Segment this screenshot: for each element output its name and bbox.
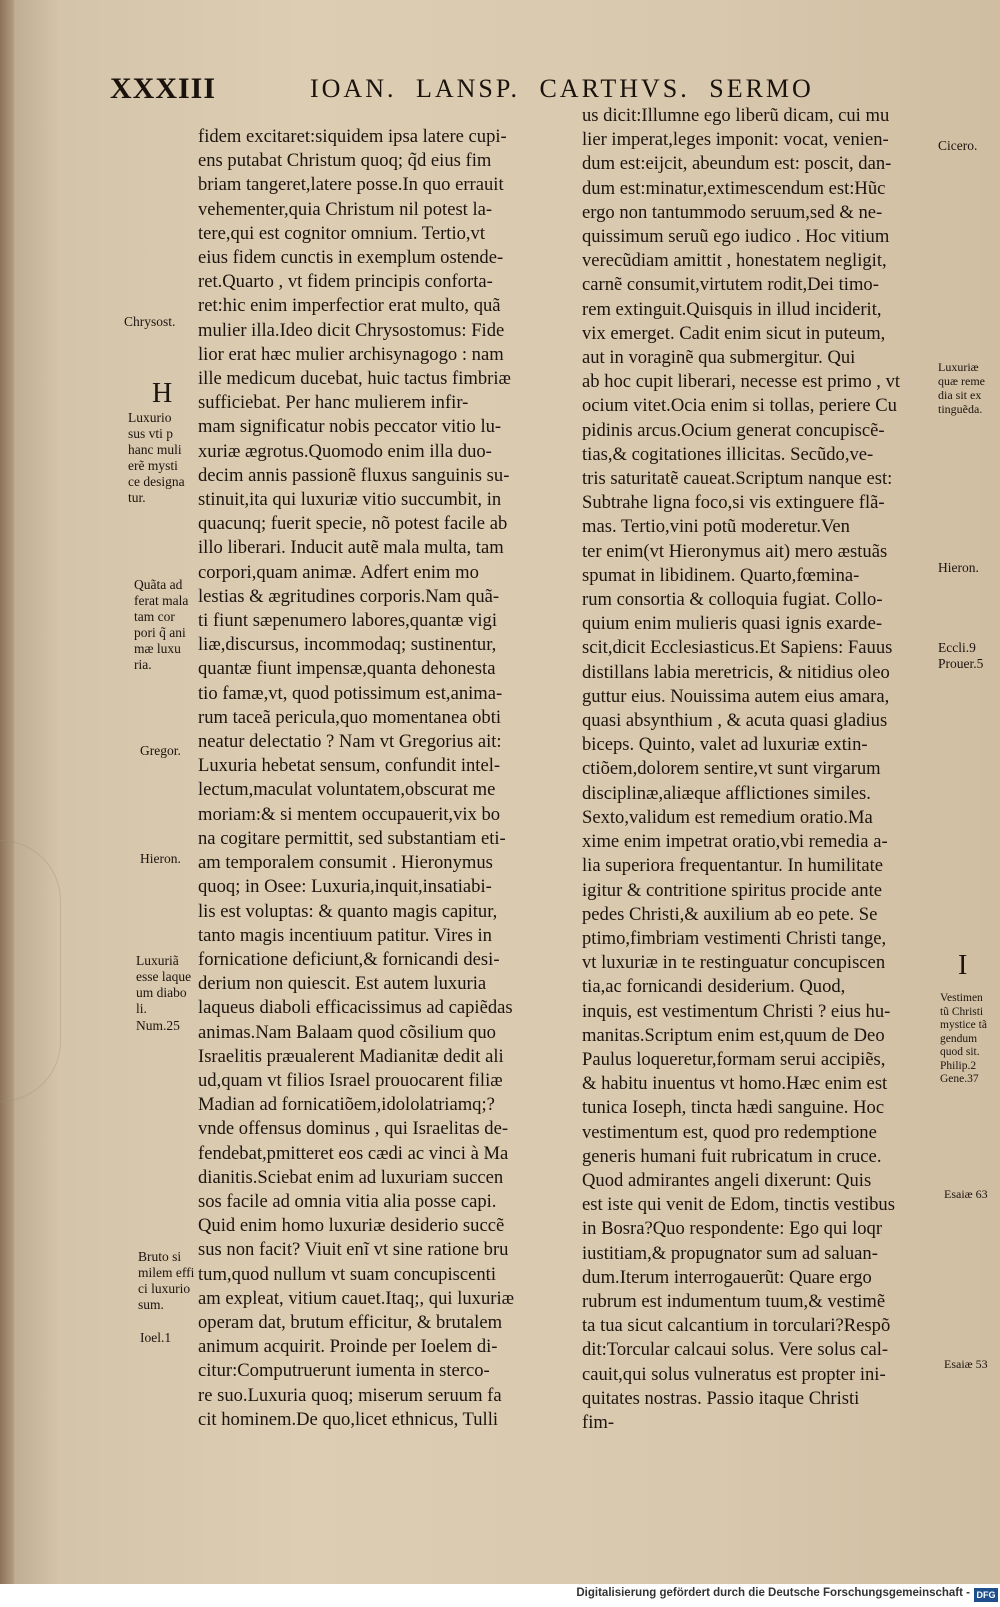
text-line: Subtrahe ligna foco,si vis extinguere flã- — [582, 492, 885, 514]
margin-line: erẽ mysti — [128, 458, 178, 473]
text-line: rum consortia & colloquia fugiat. Collo- — [582, 589, 883, 611]
left-text-column — [198, 125, 550, 1432]
text-line: re suo.Luxuria quoq; miserum seruum fa — [198, 1384, 502, 1406]
text-line: sufficiebat. Per hanc mulierem infir- — [198, 392, 469, 414]
page-binding-shadow — [0, 0, 14, 1607]
text-line: igitur & contritione spiritus procide ante — [582, 879, 883, 901]
margin-note-gregor: Gregor. — [140, 743, 181, 758]
margin-line: Vestimen — [940, 992, 983, 1004]
drop-letter-i: I — [958, 950, 968, 981]
margin-line: mæ luxu — [134, 641, 181, 656]
text-line: liæ,discursus, incommodaq; sustinentur, — [198, 634, 497, 656]
text-line: inquis, est vestimentum Christi ? eius hu- — [582, 1000, 891, 1022]
text-line: ud,quam vt filios Israel prouocarent filiæ — [198, 1069, 503, 1091]
text-line: distillans labia meretricis, & nitidius oleo — [582, 661, 890, 683]
text-line: ocium vitet.Ocia enim si tollas, periere Cu — [582, 395, 897, 417]
text-line: vt luxuriæ in te restinguatur concupiscen — [582, 952, 886, 974]
text-line: moriam:& si mentem occupauerit,vix bo — [198, 803, 501, 825]
text-line: briam tangeret,latere posse.In quo errauit — [198, 174, 504, 196]
margin-line: li. — [136, 1001, 147, 1016]
text-line: Quid enim homo luxuriæ desiderio succẽ — [198, 1215, 505, 1237]
text-line: Quod admirantes angeli dixerunt: Quis — [582, 1169, 872, 1191]
text-line: ergo non tantummodo seruum,sed & ne- — [582, 201, 883, 223]
margin-line: ci luxurio — [138, 1281, 191, 1296]
text-line: generis humani fuit rubricatum in cruce. — [582, 1145, 882, 1167]
margin-note-hieron: Hieron. — [140, 851, 181, 866]
margin-line: esse laque — [136, 969, 192, 984]
running-title: IOAN. LANSP. CARTHVS. SERMO — [310, 74, 814, 103]
margin-line: quod sit. — [940, 1046, 980, 1058]
text-line: mulier illa.Ideo dicit Chrysostomus: Fide — [198, 319, 505, 341]
text-line: cit hominem.De quo,licet ethnicus, Tulli — [198, 1408, 499, 1430]
text-line: Israelitis præualerent Madianitæ dedit ali — [198, 1045, 504, 1067]
text-line: manitas.Scriptum enim est,quum de Deo — [582, 1024, 885, 1046]
text-line: tunica Ioseph, tincta hædi sanguine. Hoc — [582, 1097, 885, 1119]
text-line: pedes Christi,& auxilium ab eo pete. Se — [582, 903, 878, 925]
text-line: tia,ac fornicandi desiderium. Quod, — [582, 976, 846, 998]
text-line: xime enim impetrat oratio,vbi remedia a- — [582, 831, 888, 853]
text-line: ret:hic enim imperfectior erat multo, quã — [198, 295, 501, 317]
margin-line: Luxuriæ — [938, 360, 979, 374]
text-line: eius fidem cunctis in exemplum ostende- — [198, 247, 504, 269]
margin-line: tur. — [128, 490, 146, 505]
text-line: disciplinæ,aliæque afflictiones similes. — [582, 782, 871, 804]
margin-note-hieron-right: Hieron. — [938, 560, 979, 575]
margin-line: um diabo — [136, 985, 187, 1000]
text-line: tris saturitatẽ caueat.Scriptum nanque est: — [582, 468, 893, 490]
text-line: tum,quod nullum vt suam concupiscenti — [198, 1263, 496, 1285]
text-line: lis est voluptas: & quanto magis capitur, — [198, 900, 498, 922]
margin-line: Philip.2 — [940, 1059, 977, 1072]
text-line: dit:Torcular calcaui solus. Vere solus cal- — [582, 1339, 889, 1361]
text-line: Sexto,validum est remedium oratio.Ma — [582, 806, 873, 828]
text-line: mas. Tertio,vini potũ moderetur.Ven — [582, 516, 850, 538]
text-line: quissimum seruũ ego iudico . Hoc vitium — [582, 226, 890, 248]
margin-line: Quãta ad — [134, 577, 183, 592]
text-line: citur:Computruerunt iumenta in sterco- — [198, 1360, 490, 1382]
text-line: dum.Iterum interrogauerũt: Quare ergo — [582, 1266, 872, 1288]
text-line: lior erat hæc mulier archisynagogo : nam — [198, 343, 504, 365]
text-line: rubrum est indumentum tuum,& vestimẽ — [582, 1290, 886, 1312]
text-line: fendebat,pmitteret eos cædi ac vinci à Ma — [198, 1142, 509, 1164]
text-line: est iste qui venit de Edom, tinctis vestibus — [582, 1194, 895, 1216]
margin-note-quanta — [134, 577, 188, 673]
margin-line: ria. — [134, 657, 152, 672]
text-line: tio famæ,vt, quod potissimum est,anima- — [198, 682, 503, 704]
text-line: vnde offensus dominus , qui Israelitas de- — [198, 1118, 509, 1140]
margin-line: pori q̃ ani — [134, 625, 186, 640]
text-line: Madian ad fornicatiõem,idololatriamq;? — [198, 1094, 495, 1116]
margin-note-bruto — [138, 1249, 194, 1313]
text-line: Paulus loqueretur,formam serui accipiẽs, — [582, 1048, 886, 1070]
text-line: lectum,maculat voluntatem,obscurat me — [198, 779, 496, 801]
text-line: dianitis.Sciebat enim ad luxuriam succen — [198, 1166, 504, 1188]
text-line: ta tua sicut calcantium in torculari?Respõ — [582, 1315, 891, 1337]
margin-line: tũ Christi — [940, 1005, 984, 1018]
text-line: fornicatione deficiunt,& fornicandi desi- — [198, 948, 500, 970]
text-line: xuriæ ægrotus.Quomodo enim illa duo- — [198, 440, 492, 462]
margin-line: quæ reme — [938, 374, 985, 388]
drop-letter-h: H — [152, 378, 173, 409]
text-line: ens putabat Christum quoq; q̃d eius fim — [198, 150, 492, 172]
margin-line: gendum — [940, 1032, 978, 1045]
text-line: vehementer,quia Christum nil potest la- — [198, 198, 493, 220]
text-line: stinuit,ita qui luxuriæ vitio succumbit, in — [198, 489, 502, 511]
text-line: ter enim(vt Hieronymus ait) mero æstuãs — [582, 540, 888, 562]
text-line: aut in voraginẽ qua submergitur. Qui — [582, 347, 856, 369]
text-line: rum taceã pericula,quo momentanea obti — [198, 706, 502, 728]
margin-note-eccli — [938, 640, 983, 672]
right-text-column — [582, 104, 934, 1435]
footer-credit: Digitalisierung gefördert durch die Deutsche Forschungsgemeinschaft - — [576, 1587, 970, 1599]
text-line: rem extinguit.Quisquis in illud inciderit, — [582, 298, 882, 320]
text-line: biceps. Quinto, valet ad luxuriæ extin- — [582, 734, 868, 756]
text-line: dum est:minatur,extimescendum est:Hũc — [582, 177, 886, 199]
folio-number: XXXIII — [110, 72, 217, 105]
margin-line: mystice tã — [940, 1019, 987, 1031]
margin-note-esaiae-63: Esaiæ 63 — [944, 1187, 988, 1201]
text-line: quacunq; fuerit specie, nõ potest facile ab — [198, 513, 508, 535]
text-line: ptimo,fimbriam vestimenti Christi tange, — [582, 927, 887, 949]
text-line: carnẽ consumit,virtutem rodit,Dei timo- — [582, 274, 879, 296]
text-line: ti fiunt sæpenumero labores,quantæ vigi — [198, 610, 498, 632]
text-line: quasi absynthium , & acuta quasi gladius — [582, 710, 888, 732]
margin-line: Eccli.9 — [938, 640, 976, 655]
text-line: corpori,quam animæ. Adfert enim mo — [198, 561, 479, 583]
margin-line: ce designa — [128, 474, 185, 489]
margin-line: dia sit ex — [938, 388, 982, 402]
text-line: verecũdiam amittit , honestatem negligit, — [582, 250, 887, 272]
margin-line: Luxurio — [128, 410, 172, 425]
margin-line: Luxuriã — [136, 953, 179, 968]
text-line: lestias & ægritudines corporis.Nam quã- — [198, 585, 500, 607]
text-line: iustitiam,& propugnator sum ad saluan- — [582, 1242, 878, 1264]
margin-line: sus vti p — [128, 426, 174, 441]
text-line: lier imperat,leges imponit: vocat, venien- — [582, 129, 889, 151]
text-line: tias,& cogitationes illicitas. Secũdo,ve- — [582, 443, 874, 465]
text-line: quitates nostras. Passio itaque Christi — [582, 1387, 860, 1409]
text-line: quoq; in Osee: Luxuria,inquit,insatiabi- — [198, 876, 492, 898]
margin-note-vestimentum — [940, 992, 987, 1087]
text-line: mam significatur nobis peccator vitio lu- — [198, 416, 502, 438]
text-line: vix emerget. Cadit enim sicut in puteum, — [582, 322, 886, 344]
text-line: quium enim mulieris quasi ignis exarde- — [582, 613, 883, 635]
text-line: sos facile ad omnia vitia alia posse capi. — [198, 1190, 497, 1212]
text-line: ille medicum ducebat, huic tactus fimbriæ — [198, 368, 511, 390]
margin-line: sum. — [138, 1297, 164, 1312]
margin-line: hanc muli — [128, 442, 182, 457]
margin-note-num: Num.25 — [136, 1018, 180, 1033]
text-line: operam dat, brutum efficitur, & brutalem — [198, 1311, 503, 1333]
text-line: animum acquirit. Proinde per Ioelem di- — [198, 1336, 498, 1358]
text-line: & habitu inuentus vt homo.Hæc enim est — [582, 1073, 888, 1095]
margin-line: milem effi — [138, 1265, 195, 1280]
text-line: pidinis arcus.Ocium generat concupiscẽ- — [582, 419, 885, 441]
text-line: am temporalem consumit . Hieronymus — [198, 852, 493, 874]
text-line: cauit,qui solus vulneratus est propter ini- — [582, 1363, 886, 1385]
text-line: ctiõem,dolorem sentire,vt sunt virgarum — [582, 758, 881, 780]
margin-line: tinguẽda. — [938, 402, 983, 416]
margin-note-luxuriae-remedia — [938, 360, 985, 416]
margin-note-chrysost: Chrysost. — [124, 314, 176, 329]
margin-line: Gene.37 — [940, 1073, 979, 1085]
text-line: ab hoc cupit liberari, necesse est primo , vt — [582, 371, 901, 393]
text-line: guttur eius. Nouissima autem eius amara, — [582, 685, 890, 707]
text-line: vestimentum est, quod pro redemptione — [582, 1121, 877, 1143]
text-line: neatur delectatio ? Nam vt Gregorius ait: — [198, 731, 502, 753]
margin-line: Bruto si — [138, 1249, 182, 1264]
text-line: fim- — [582, 1411, 615, 1433]
page-tab-impression — [0, 840, 61, 1102]
text-line: spumat in libidinem. Quarto,fœmina- — [582, 564, 860, 586]
text-line: scit,dicit Ecclesiasticus.Et Sapiens: Fauus — [582, 637, 893, 659]
margin-note-luxurio — [128, 410, 185, 506]
text-line: illo liberari. Inducit autẽ mala multa, tam — [198, 537, 504, 559]
text-line: Luxuria hebetat sensum, confundit intel- — [198, 755, 501, 777]
dfg-logo: DFG — [974, 1588, 998, 1602]
text-line: us dicit:Illumne ego liberũ dicam, cui mu — [582, 105, 890, 126]
margin-note-luxuria-laqueus — [136, 953, 191, 1017]
text-line: fidem excitaret:siquidem ipsa latere cupi- — [198, 126, 507, 147]
text-line: sus non facit? Viuit enĩ vt sine ratione bru — [198, 1239, 509, 1261]
margin-note-cicero: Cicero. — [938, 138, 978, 153]
margin-note-esaiae-53: Esaiæ 53 — [944, 1357, 988, 1371]
margin-note-ioel: Ioel.1 — [140, 1330, 172, 1345]
text-line: ret.Quarto , vt fidem principis conforta- — [198, 271, 493, 293]
text-line: tanto magis incentiuum patitur. Vires in — [198, 924, 492, 946]
margin-line: ferat mala — [134, 593, 189, 608]
text-line: lia superiora frequentantur. In humilitate — [582, 855, 884, 877]
text-line: na cogitare permittit, sed substantiam eti- — [198, 827, 506, 849]
margin-line: Prouer.5 — [938, 656, 984, 671]
text-line: derium non quiescit. Est autem luxuria — [198, 973, 487, 995]
text-line: decim annis passionẽ fluxus sanguinis su- — [198, 464, 510, 486]
text-line: am expleat, vitium cauet.Itaq;, qui luxuriæ — [198, 1287, 515, 1309]
digitization-footer — [0, 1584, 1000, 1607]
text-line: dum est:eijcit, abeundum est: poscit, dan- — [582, 153, 892, 175]
text-line: animas.Nam Balaam quod cõsilium quo — [198, 1021, 496, 1043]
text-line: tere,qui est cognitor omnium. Tertio,vt — [198, 222, 486, 244]
text-line: laqueus diaboli efficacissimus ad capiẽdas — [198, 997, 513, 1019]
margin-line: tam cor — [134, 609, 175, 624]
text-line: in Bosra?Quo respondente: Ego qui loqr — [582, 1218, 883, 1240]
text-line: quantæ fiunt impensæ,quanta dehonesta — [198, 658, 496, 680]
